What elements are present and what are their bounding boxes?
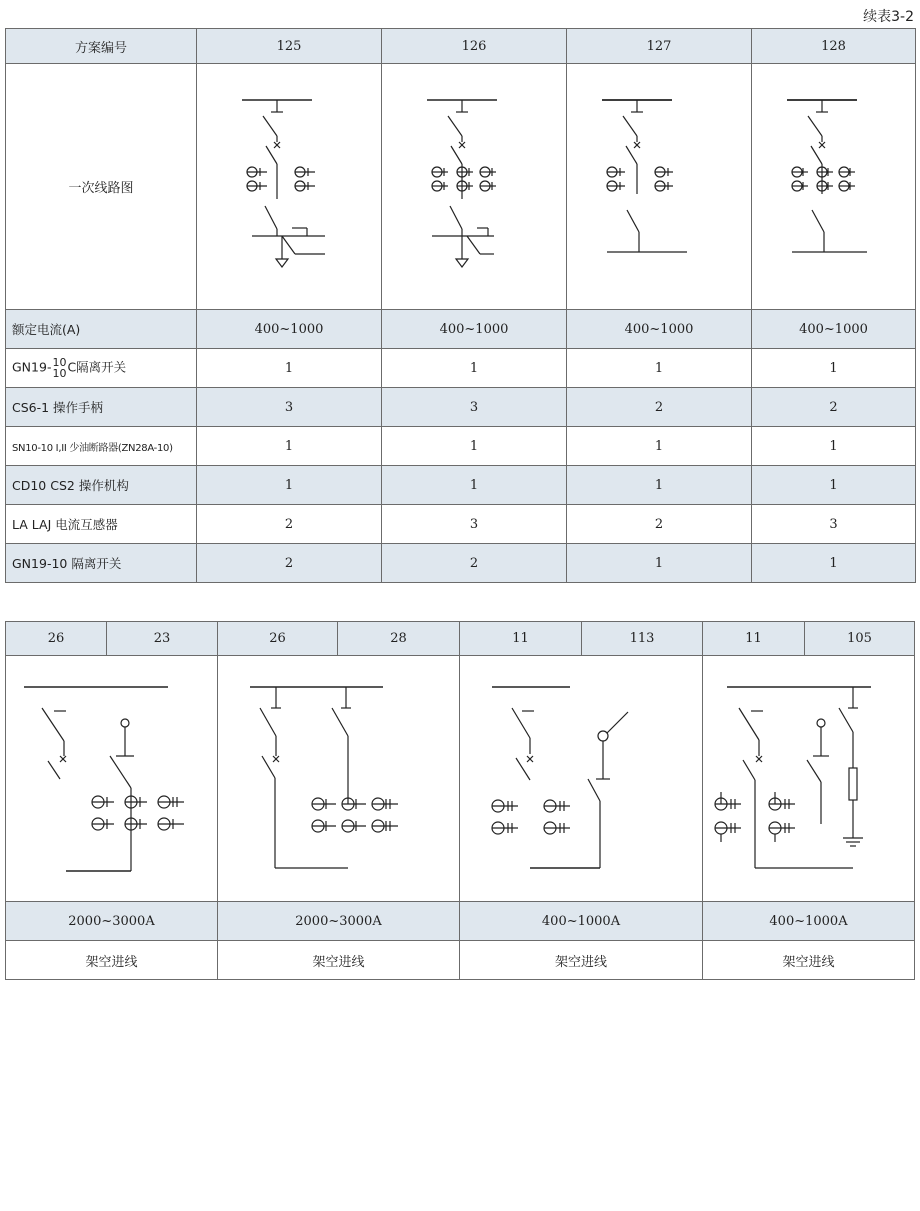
label-fraction <box>52 357 66 379</box>
row-value: 1 <box>752 544 916 583</box>
scheme-number: 113 <box>582 622 703 656</box>
row-value: 400~1000 <box>197 310 382 349</box>
row-value: 1 <box>752 466 916 505</box>
scheme-number: 125 <box>197 29 382 64</box>
row-value: 400~1000 <box>752 310 916 349</box>
rated-current: 400~1000A <box>703 902 915 941</box>
row-label: SN10-10 I,II 少油断路器(ZN28A-10) <box>6 427 197 466</box>
row-value: 1 <box>197 466 382 505</box>
circuit-diagram-11-105 <box>703 656 915 902</box>
row-value: 2 <box>197 505 382 544</box>
row-value: 3 <box>197 388 382 427</box>
scheme-number: 26 <box>6 622 107 656</box>
row-value: 2 <box>197 544 382 583</box>
scheme-number: 28 <box>338 622 460 656</box>
continued-table-label: 续表3-2 <box>863 9 914 25</box>
rated-current: 2000~3000A <box>218 902 460 941</box>
scheme-number: 126 <box>382 29 567 64</box>
row-value: 400~1000 <box>382 310 567 349</box>
purpose: 架空进线 <box>703 941 915 980</box>
scheme-number: 26 <box>218 622 338 656</box>
purpose: 架空进线 <box>218 941 460 980</box>
row-value: 1 <box>567 466 752 505</box>
row-value: 1 <box>567 349 752 388</box>
scheme-number-header: 方案编号 <box>6 29 197 64</box>
row-value: 1 <box>197 349 382 388</box>
row-label: 额定电流(A) <box>6 310 197 349</box>
row-value: 3 <box>382 505 567 544</box>
rated-current: 400~1000A <box>460 902 703 941</box>
scheme-number: 11 <box>460 622 582 656</box>
circuit-diagram-125 <box>197 64 382 310</box>
row-value: 1 <box>567 544 752 583</box>
circuit-diagram-127 <box>567 64 752 310</box>
purpose: 架空进线 <box>6 941 218 980</box>
scheme-number: 127 <box>567 29 752 64</box>
row-value: 1 <box>567 427 752 466</box>
row-value: 400~1000 <box>567 310 752 349</box>
label-suffix: C隔离开关 <box>67 359 127 375</box>
row-value: 2 <box>567 388 752 427</box>
label-prefix: GN19- <box>12 359 52 375</box>
circuit-diagram-26-23 <box>6 656 218 902</box>
purpose: 架空进线 <box>460 941 703 980</box>
scheme-table-upper <box>5 28 916 583</box>
row-value: 2 <box>752 388 916 427</box>
row-value: 3 <box>752 505 916 544</box>
row-label: CD10 CS2 操作机构 <box>6 466 197 505</box>
circuit-diagram-11-113 <box>460 656 703 902</box>
row-value: 1 <box>752 427 916 466</box>
row-value: 2 <box>382 544 567 583</box>
scheme-table-lower <box>5 621 915 980</box>
scheme-number: 128 <box>752 29 916 64</box>
row-value: 1 <box>382 466 567 505</box>
row-value: 2 <box>567 505 752 544</box>
row-label: LA LAJ 电流互感器 <box>6 505 197 544</box>
circuit-diagram-26-28 <box>218 656 460 902</box>
row-value: 1 <box>382 427 567 466</box>
row-label <box>6 349 197 388</box>
fraction-top: 10 <box>52 356 67 369</box>
scheme-number: 23 <box>107 622 218 656</box>
row-value: 1 <box>197 427 382 466</box>
rated-current: 2000~3000A <box>6 902 218 941</box>
fraction-bottom: 10 <box>52 367 67 380</box>
row-label: GN19-10 隔离开关 <box>6 544 197 583</box>
scheme-number: 105 <box>805 622 915 656</box>
scheme-number: 11 <box>703 622 805 656</box>
row-value: 1 <box>382 349 567 388</box>
circuit-diagram-126 <box>382 64 567 310</box>
row-value: 3 <box>382 388 567 427</box>
diagram-row-label: 一次线路图 <box>6 64 197 310</box>
row-value: 1 <box>752 349 916 388</box>
circuit-diagram-128 <box>752 64 916 310</box>
row-label: CS6-1 操作手柄 <box>6 388 197 427</box>
